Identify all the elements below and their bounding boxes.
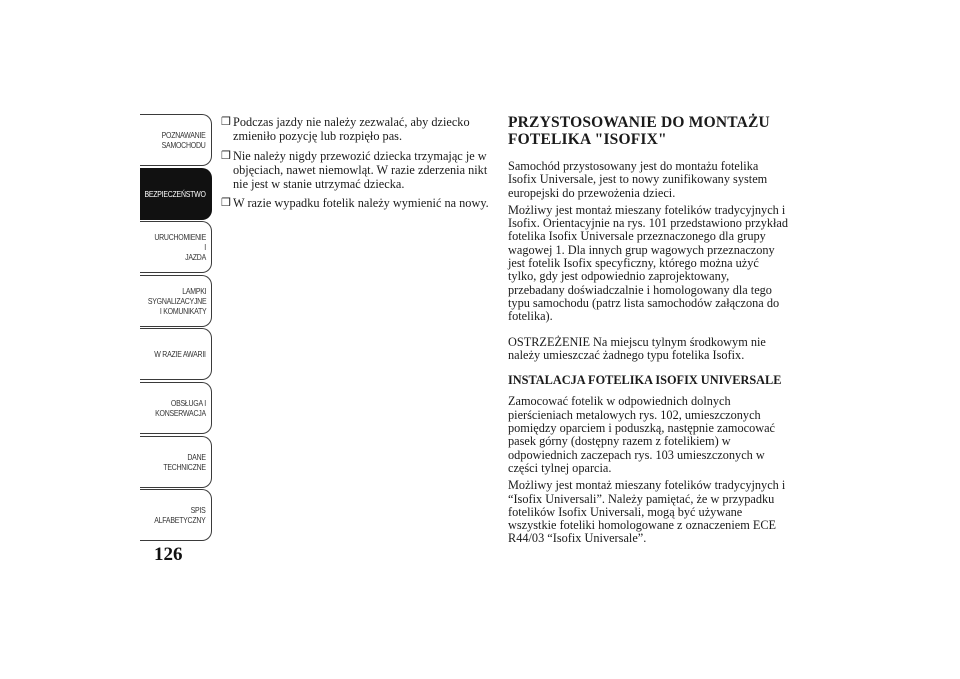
section-heading: PRZYSTOSOWANIE DO MONTAŻU FOTELIKA "ISOFIX" [508, 114, 770, 148]
paragraph: Zamocować fotelik w odpowiednich dolnych pierścieniach metalowych rys. 102, umieszczonych pomiędzy oparciem i poduszką, następnie zamocować pasek górny (dostępny razem z fotelikiem) w odpowiednich zaczepach rys. 103 umieszczonych w części tylnej oparcia. [508, 394, 776, 475]
list-item [221, 196, 496, 210]
tab-dane-techniczne[interactable] [140, 436, 212, 488]
paragraph: Samochód przystosowany jest do montażu fotelika Isofix Universale, jest to nowy zunifikowany system europejski do przewożenia dzieci. [508, 159, 768, 200]
paragraph: Możliwy jest montaż mieszany fotelików tradycyjnych i “Isofix Universali”. Należy pamiętać, że w przypadku fotelików Isofix Universali, mogą być używane wszystkie foteliki homologowane z oznaczeniem ECE R44/03 “Isofix Universale”. [508, 478, 786, 546]
tab-bezpieczenstwo[interactable] [140, 168, 212, 220]
tab-label: W RAZIE AWARII [154, 349, 206, 360]
tab-lampki-sygnalizacyjne[interactable] [140, 275, 212, 327]
tab-label: OBSŁUGA I KONSERWACJA [155, 397, 206, 418]
tab-label: LAMPKI SYGNALIZACYJNE I KOMUNIKATY [147, 285, 206, 316]
bullet-text: W razie wypadku fotelik należy wymienić na nowy. [233, 196, 489, 211]
checkbox-bullet-icon: ❒ [221, 116, 231, 128]
subsection-heading: INSTALACJA FOTELIKA ISOFIX UNIVERSALE [508, 373, 782, 388]
right-column [508, 115, 788, 550]
chapter-tabs [140, 114, 212, 543]
tab-w-razie-awarii[interactable] [140, 328, 212, 380]
tab-uruchomienie-i-jazda[interactable] [140, 221, 212, 273]
tab-label: URUCHOMIENIE I JAZDA [154, 232, 206, 263]
bullet-text: Podczas jazdy nie należy zezwalać, aby dziecko zmieniło pozycję lub rozpięło pas. [233, 115, 470, 144]
list-item [221, 149, 496, 192]
warning-note: OSTRZEŻENIE Na miejscu tylnym środkowym nie należy umieszczać żadnego typu fotelika Isofix. [508, 334, 766, 362]
left-column [221, 115, 496, 216]
tab-label: DANE TECHNICZNE [163, 451, 206, 472]
tab-label: SPIS ALFABETYCZNY [154, 505, 206, 526]
list-item [221, 115, 496, 144]
tab-label: BEZPIECZEŃSTWO [144, 188, 206, 199]
checkbox-bullet-icon: ❒ [221, 197, 231, 210]
checkbox-bullet-icon: ❒ [221, 149, 231, 162]
bullet-text: Nie należy nigdy przewozić dziecka trzymając je w objęciach, nawet niemowląt. W razie zderzenia nikt nie jest w stanie utrzymać dziecka. [233, 148, 488, 192]
paragraph: Możliwy jest montaż mieszany fotelików tradycyjnych i Isofix. Orientacyjnie na rys. 101 przedstawiono przykład fotelika Isofix Universale przeznaczonego dla grupy wagowej 1. Dla innych grup wagowych przeznaczony jest fotelik Isofix specyficzny, którego można użyć tylko, gdy jest odpowiednio zaprojektowany, przebadany doświadczalnie i homologowany dla tego typu samochodu (patrz lista samochodów załączona do fotelika). [508, 202, 789, 324]
page-number: 126 [154, 544, 183, 565]
tab-label: POZNAWANIE SAMOCHODU [162, 130, 206, 150]
tab-spis-alfabetyczny[interactable] [140, 489, 212, 541]
tab-obsluga-i-konserwacja[interactable] [140, 382, 212, 434]
tab-poznawanie-samochodu[interactable] [140, 114, 212, 166]
